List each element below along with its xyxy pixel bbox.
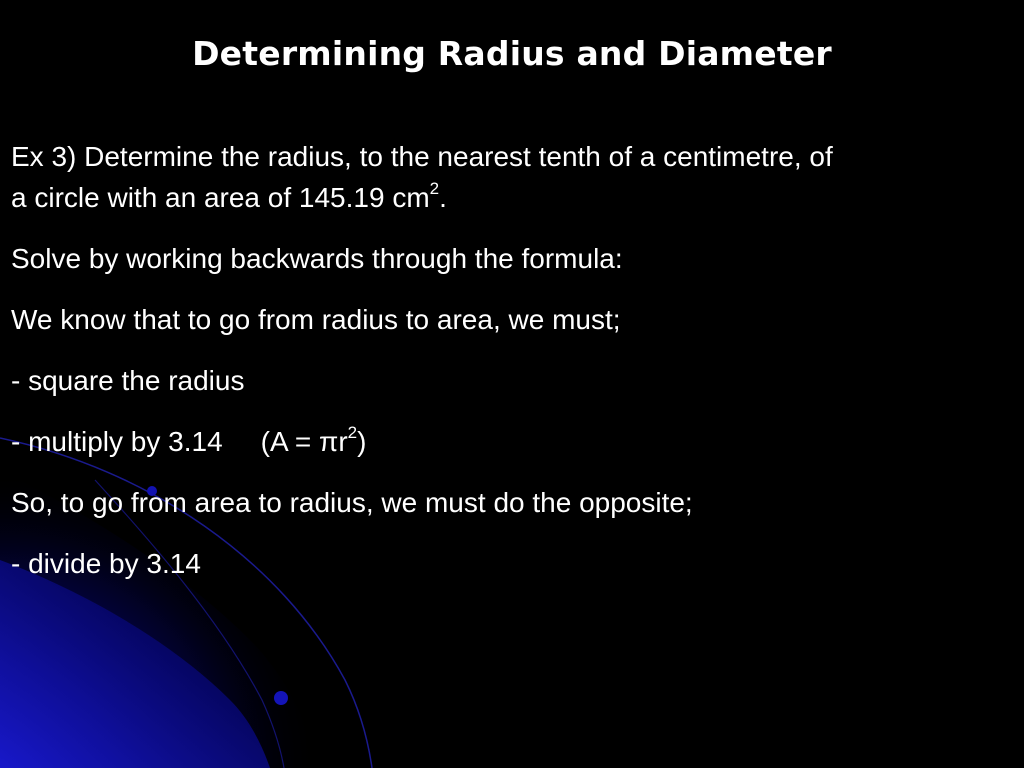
step-multiply-line [11,422,366,462]
example-line-2-period: . [439,182,447,213]
step-multiply-text: - multiply by 3.14 [11,426,223,457]
example-line-2-text: a circle with an area of 145.19 cm [11,182,430,213]
reverse-intro-line: So, to go from area to radius, we must do the opposite; [11,487,693,518]
example-line-2 [11,178,447,218]
step-divide-line: - divide by 3.14 [11,548,201,579]
formula-superscript: 2 [347,422,358,442]
example-line-1: Ex 3) Determine the radius, to the nearest tenth of a centimetre, of [11,141,833,172]
area-formula-close: ) [357,426,367,457]
area-formula-open: (A = πr [260,426,348,457]
step-square-line: - square the radius [11,365,245,396]
squared-superscript: 2 [429,178,440,198]
swoosh-dot-lower [274,691,288,705]
slide-title: Determining Radius and Diameter [192,34,832,73]
instruction-line: Solve by working backwards through the formula: [11,243,623,274]
forward-intro-line: We know that to go from radius to area, we must; [11,304,621,335]
